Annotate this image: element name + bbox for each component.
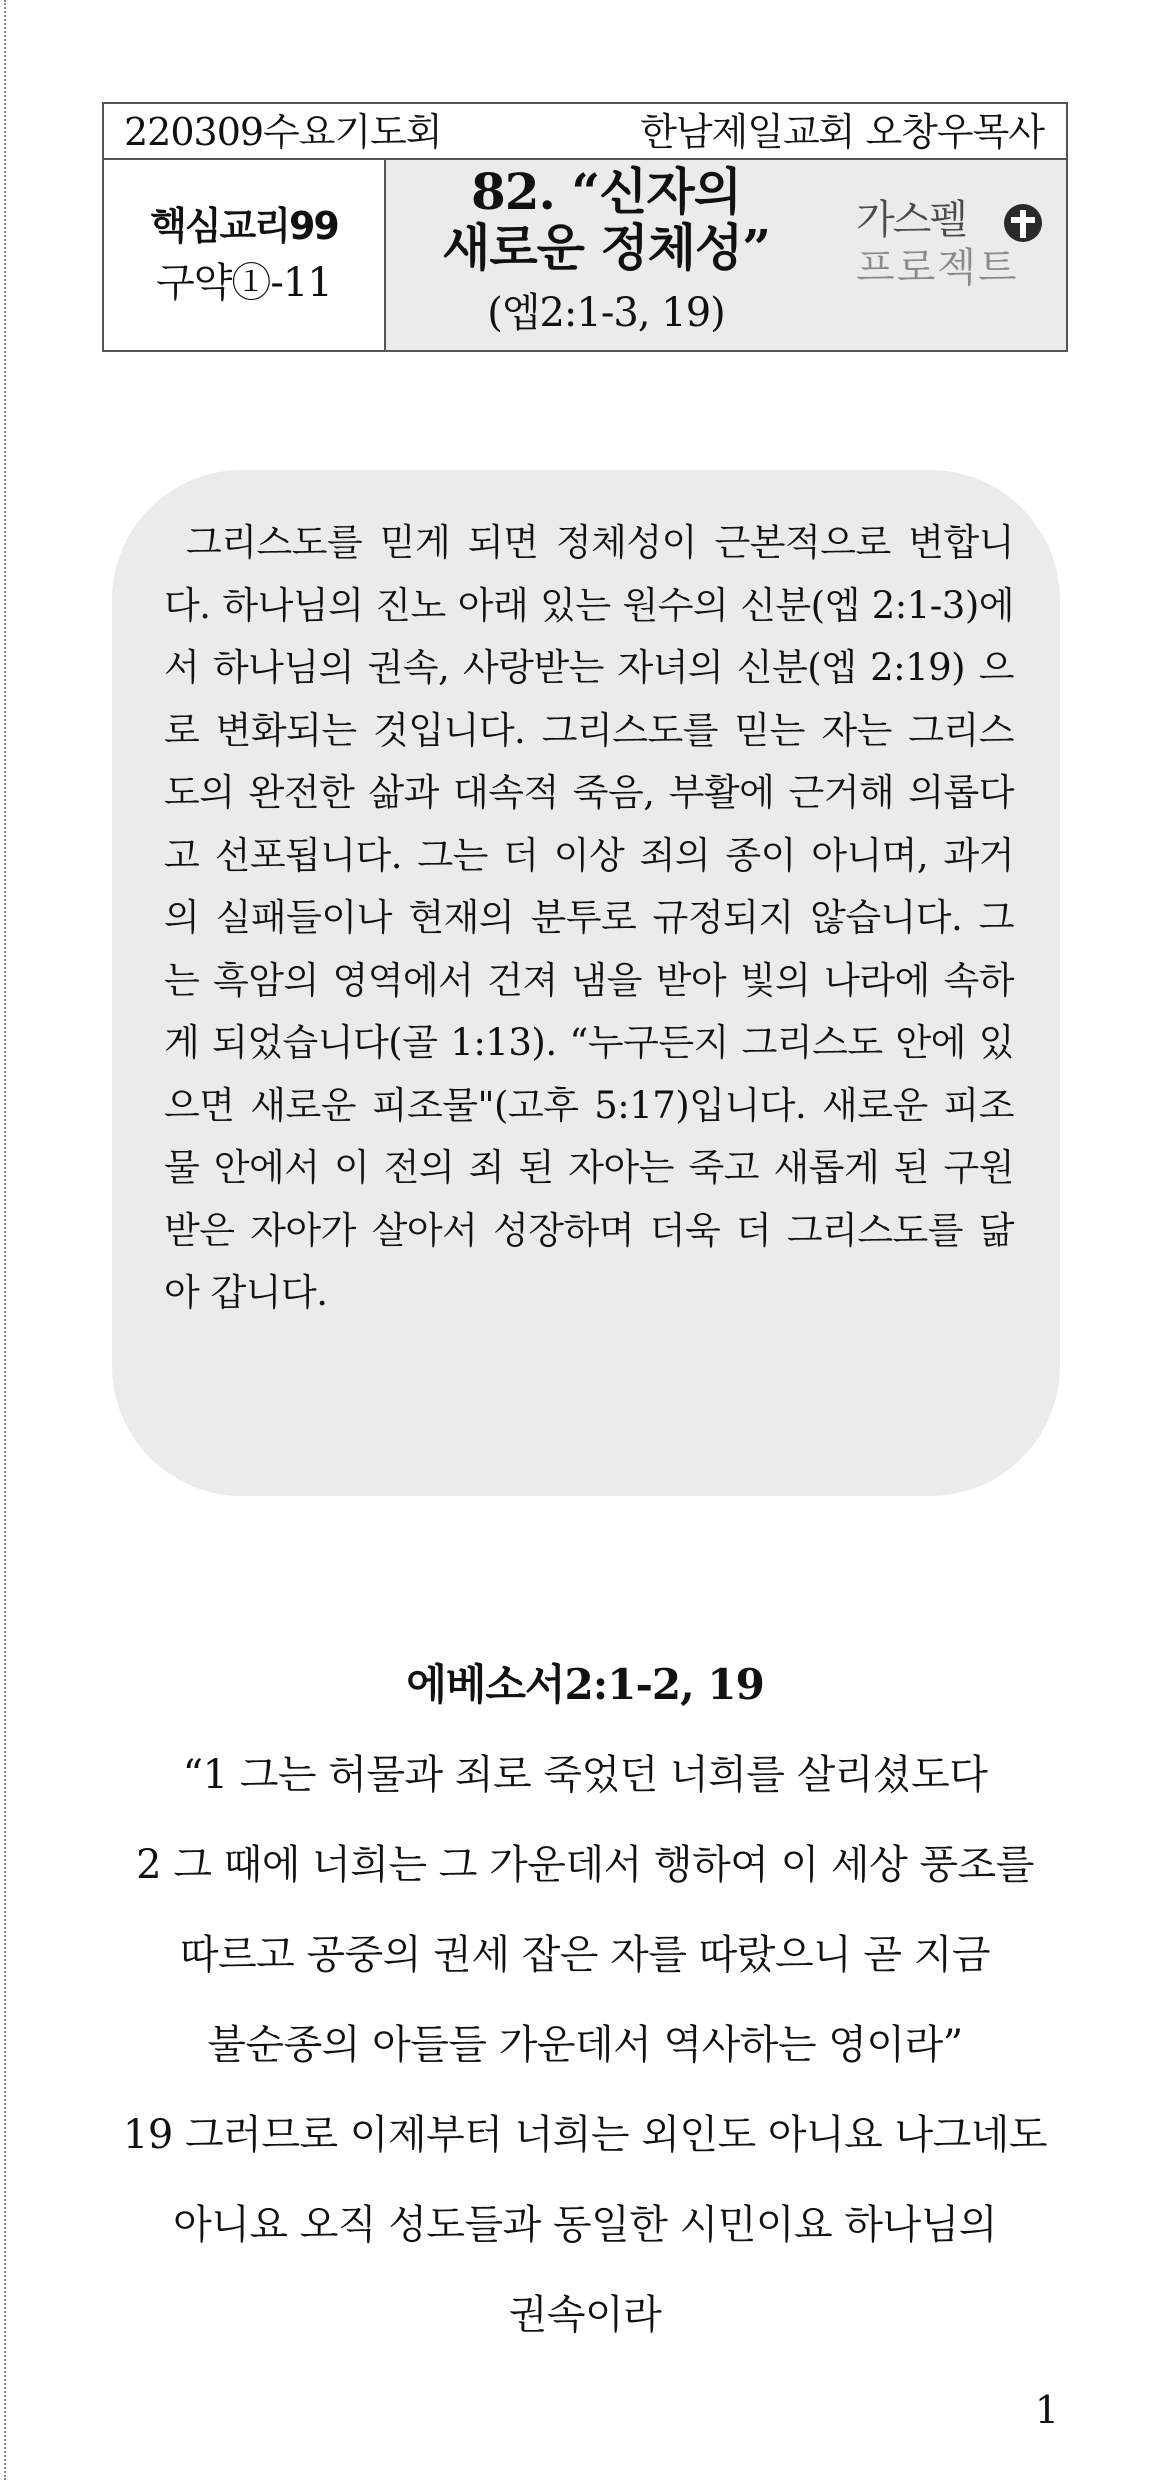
logo-word-gospel: 가스펠 [856, 197, 966, 243]
church-pastor: 한남제일교회 오창우목사 [640, 110, 1044, 154]
scripture-passage [80, 1650, 1090, 2360]
series-cell [104, 160, 386, 350]
header-top-row [104, 104, 1066, 160]
verse-line: “1 그는 허물과 죄로 죽었던 너희를 살리셨도다 [182, 1752, 988, 1798]
verse-line: 19 그러므로 이제부터 너희는 외인도 아니요 나그네도 [122, 2112, 1048, 2158]
series-title: 핵심교리99 [150, 204, 338, 248]
page-number: 1 [1034, 2388, 1059, 2432]
lesson-reference: (엡2:1-3, 19) [487, 290, 725, 336]
verse-line: 아니요 오직 성도들과 동일한 시민이요 하나님의 [173, 2202, 997, 2248]
lesson-title-line1: 82. “신자의 [470, 162, 742, 221]
service-date: 220309수요기도회 [124, 110, 442, 154]
summary-text: 그리스도를 믿게 되면 정체성이 근본적으로 변합니다. 하나님의 진노 아래 있는 원수의 신분(엡 2:1-3)에서 하나님의 권속, 사랑받는 자녀의 신분(엡 2:19) 으로 변화되는 것입니다. 그리스도를 믿는 자는 그리스도의 완전한 삶과 대속적 죽음, 부활에 근거해 의롭다고 선포됩니다. 그는 더 이상 죄의 종이 아니며, 과거의 실패들이나 현재의 분투로 규정되지 않습니다. 그는 흑암의 영역에서 건져 냄을 받아 빛의 나라에 속하게 되었습니다(골 1:13). “누구든지 그리스도 안에 있으면 새로운 피조물"(고후 5:17)입니다. 새로운 피조물 안에서 이 전의 죄 된 자아는 죽고 새롭게 된 구원 받은 자아가 살아서 성장하며 더욱 더 그리스도를 닮아 갑니다. [164, 521, 1014, 1314]
verse-line: 권속이라 [508, 2292, 662, 2338]
summary-box [112, 470, 1060, 1496]
gospel-project-logo [856, 196, 1056, 306]
series-subtitle: 구약①-11 [156, 260, 332, 306]
header-table [102, 102, 1068, 352]
lesson-cell [386, 160, 1066, 350]
page-edge-rule [4, 0, 6, 2480]
verse-line: 따르고 공중의 권세 잡은 자를 따랐으니 곧 지금 [179, 1932, 991, 1978]
verse-line: 2 그 때에 너희는 그 가운데서 행하여 이 세상 풍조를 [136, 1842, 1034, 1888]
lesson-title-line2: 새로운 정체성” [442, 218, 770, 277]
verse-line: 불순종의 아들들 가운데서 역사하는 영이라” [207, 2022, 963, 2068]
logo-word-project: 프로젝트 [856, 245, 1019, 291]
scripture-reference: 에베소서2:1-2, 19 [406, 1660, 764, 1709]
cross-circle-icon [1004, 204, 1042, 242]
